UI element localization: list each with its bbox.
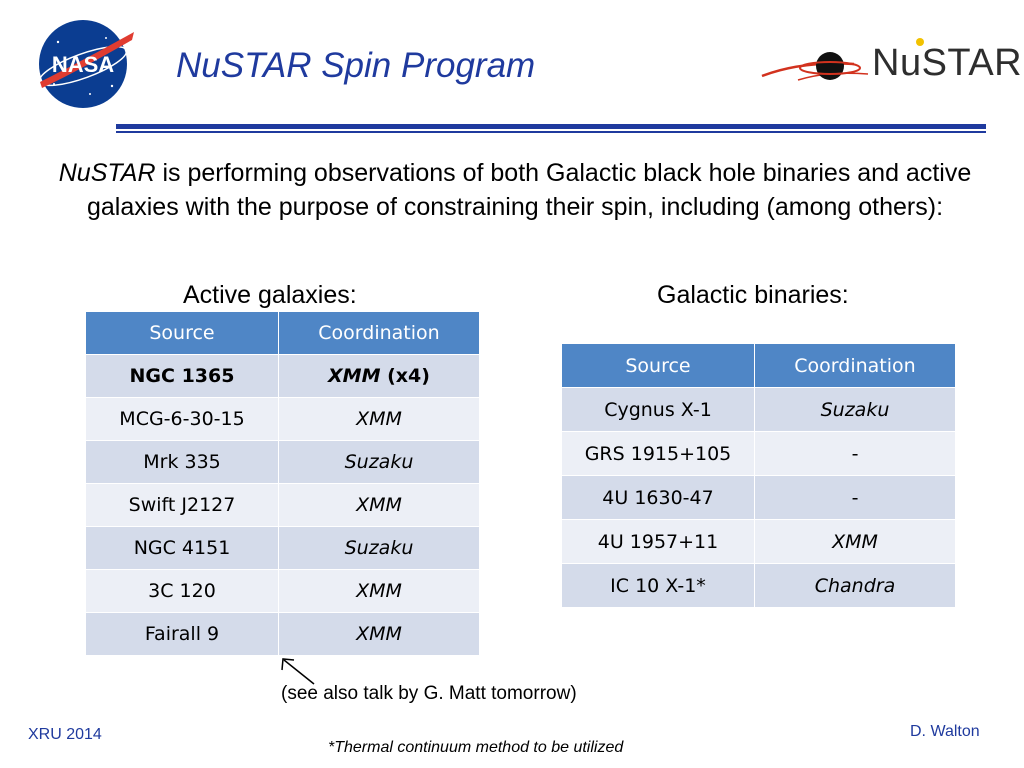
coordination-cell: XMM — [279, 484, 480, 527]
column-header-source: Source — [562, 344, 755, 388]
table-header-row — [562, 344, 956, 388]
coordination-cell: - — [755, 476, 956, 520]
source-cell: 4U 1957+11 — [562, 520, 755, 564]
footer-author: D. Walton — [910, 723, 980, 740]
source-cell: IC 10 X-1* — [562, 564, 755, 608]
coordination-cell: XMM — [279, 398, 480, 441]
source-cell: Swift J2127 — [86, 484, 279, 527]
table-row — [86, 355, 480, 398]
coordination-cell: Chandra — [755, 564, 956, 608]
coordination-cell: XMM — [279, 570, 480, 613]
title-divider-thin — [116, 131, 986, 133]
table-row — [86, 398, 480, 441]
galactic-binaries-table — [561, 343, 956, 608]
coordination-cell: XMM — [279, 613, 480, 656]
active-galaxies-table — [85, 311, 480, 656]
nasa-logo — [28, 18, 138, 110]
coordination-cell — [279, 355, 480, 398]
pointer-arrow-icon — [278, 654, 318, 686]
nasa-logo-text: NASA — [51, 52, 115, 77]
column-header-source: Source — [86, 312, 279, 355]
coordination-extra: (x4) — [380, 365, 430, 387]
source-cell: MCG-6-30-15 — [86, 398, 279, 441]
coordination-cell: Suzaku — [279, 527, 480, 570]
table-row — [562, 520, 956, 564]
footnote: *Thermal continuum method to be utilized — [328, 739, 624, 756]
galactic-binaries-heading: Galactic binaries: — [657, 281, 849, 309]
table-row — [86, 484, 480, 527]
coordination-cell: - — [755, 432, 956, 476]
table-row — [86, 441, 480, 484]
table-row — [86, 527, 480, 570]
source-cell: Cygnus X-1 — [562, 388, 755, 432]
column-header-coordination: Coordination — [755, 344, 956, 388]
coordination-cell: XMM — [755, 520, 956, 564]
footer-conference: XRU 2014 — [28, 726, 102, 743]
source-cell: GRS 1915+105 — [562, 432, 755, 476]
coordination-cell: Suzaku — [279, 441, 480, 484]
nustar-wordmark: NuSTAR — [872, 42, 1023, 84]
active-galaxies-heading: Active galaxies: — [183, 281, 357, 309]
column-header-coordination: Coordination — [279, 312, 480, 355]
coordination-cell: Suzaku — [755, 388, 956, 432]
table-row — [86, 570, 480, 613]
slide-title: NuSTAR Spin Program — [176, 46, 536, 85]
title-divider-thick — [116, 124, 986, 129]
talk-note: (see also talk by G. Matt tomorrow) — [281, 683, 577, 704]
source-cell: 3C 120 — [86, 570, 279, 613]
source-cell: Fairall 9 — [86, 613, 279, 656]
table-header-row — [86, 312, 480, 355]
coordination-mission: XMM — [328, 365, 381, 387]
table-row — [562, 388, 956, 432]
table-row — [562, 476, 956, 520]
intro-paragraph — [40, 156, 990, 224]
intro-lead-word: NuSTAR — [58, 159, 156, 187]
table-row — [86, 613, 480, 656]
source-cell: 4U 1630-47 — [562, 476, 755, 520]
table-row — [562, 432, 956, 476]
source-cell: NGC 4151 — [86, 527, 279, 570]
intro-text: is performing observations of both Galactic black hole binaries and active galaxies with the purpose of constraining their spin, including (among others): — [86, 159, 972, 221]
source-cell: Mrk 335 — [86, 441, 279, 484]
source-cell: NGC 1365 — [86, 355, 279, 398]
table-row — [562, 564, 956, 608]
